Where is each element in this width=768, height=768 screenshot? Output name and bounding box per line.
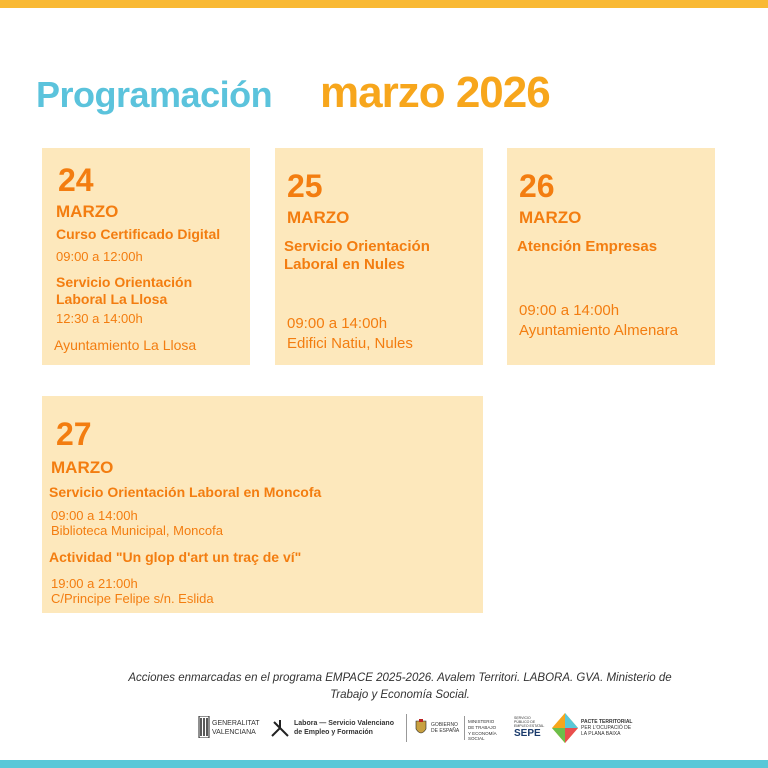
logo-divider <box>464 716 465 740</box>
event-time: 09:00 a 14:00h <box>287 315 388 332</box>
footer-note <box>80 670 720 704</box>
labora-icon <box>270 718 290 738</box>
card-month: MARZO <box>519 208 582 227</box>
event-place: Biblioteca Municipal, Moncofa <box>51 523 223 538</box>
card-month: MARZO <box>51 458 114 477</box>
event-card-26 <box>507 148 715 365</box>
event-time: 12:30 a 14:00h <box>56 311 143 326</box>
pacte-diamond-icon <box>552 713 578 743</box>
event-title: Servicio Orientación Laboral La Llosa <box>56 274 193 307</box>
coat-of-arms-icon <box>414 719 428 737</box>
event-title: Curso Certificado Digital <box>56 226 221 242</box>
event-card-25 <box>275 148 483 365</box>
title-month-year: marzo 2026 <box>320 68 550 117</box>
top-accent-bar <box>0 0 768 8</box>
card-day: 26 <box>519 168 555 204</box>
pacte-logo: PACTE TERRITORIAL PER L'OCUPACIÓ DE LA PLANA BAIXA <box>552 710 636 746</box>
footer-line: Trabajo y Economía Social. <box>330 689 470 701</box>
gva-logo: GENERALITAT VALENCIANA <box>196 710 264 746</box>
title-programacion: Programación <box>36 74 273 115</box>
ministerio-logo: MINISTERIO DE TRABAJO Y ECONOMÍA SOCIAL <box>468 719 497 741</box>
card-month: MARZO <box>56 202 119 221</box>
card-day: 25 <box>287 168 323 204</box>
event-title: Atención Empresas <box>517 238 658 255</box>
event-time: 09:00 a 14:00h <box>51 508 138 523</box>
event-time: 09:00 a 12:00h <box>56 249 143 264</box>
bottom-accent-bar <box>0 760 768 768</box>
event-place: Ayuntamiento La Llosa <box>54 337 197 353</box>
card-day: 24 <box>58 162 94 198</box>
event-place: Edifici Natiu, Nules <box>287 335 413 352</box>
labora-logo: Labora — Servicio Valenciano de Empleo y Formación <box>270 710 400 746</box>
event-title: Actividad "Un glop d'art un traç de ví" <box>49 549 302 565</box>
event-place: C/Principe Felipe s/n. Eslida <box>51 591 214 606</box>
footer-line: Acciones enmarcadas en el programa EMPACE 2025-2026. Avalem Territori. LABORA. GVA. Ministerio de <box>128 672 672 684</box>
logo-divider <box>406 714 407 742</box>
event-place: Ayuntamiento Almenara <box>519 322 678 339</box>
event-title: Servicio Orientación Laboral en Nules <box>284 238 430 273</box>
gva-emblem-icon <box>198 716 210 738</box>
gobierno-logo: GOBIERNO DE ESPAÑA <box>414 710 462 746</box>
card-month: MARZO <box>287 208 350 227</box>
card-day: 27 <box>56 416 92 452</box>
event-card-27 <box>42 396 483 613</box>
sponsor-logos <box>196 710 636 746</box>
event-card-24 <box>42 148 250 365</box>
event-time: 09:00 a 14:00h <box>519 302 620 319</box>
sepe-logo: SERVICIO PÚBLICO DE EMPLEO ESTATAL SEPE <box>514 716 545 739</box>
event-title: Servicio Orientación Laboral en Moncofa <box>49 484 322 500</box>
event-time: 19:00 a 21:00h <box>51 576 138 591</box>
